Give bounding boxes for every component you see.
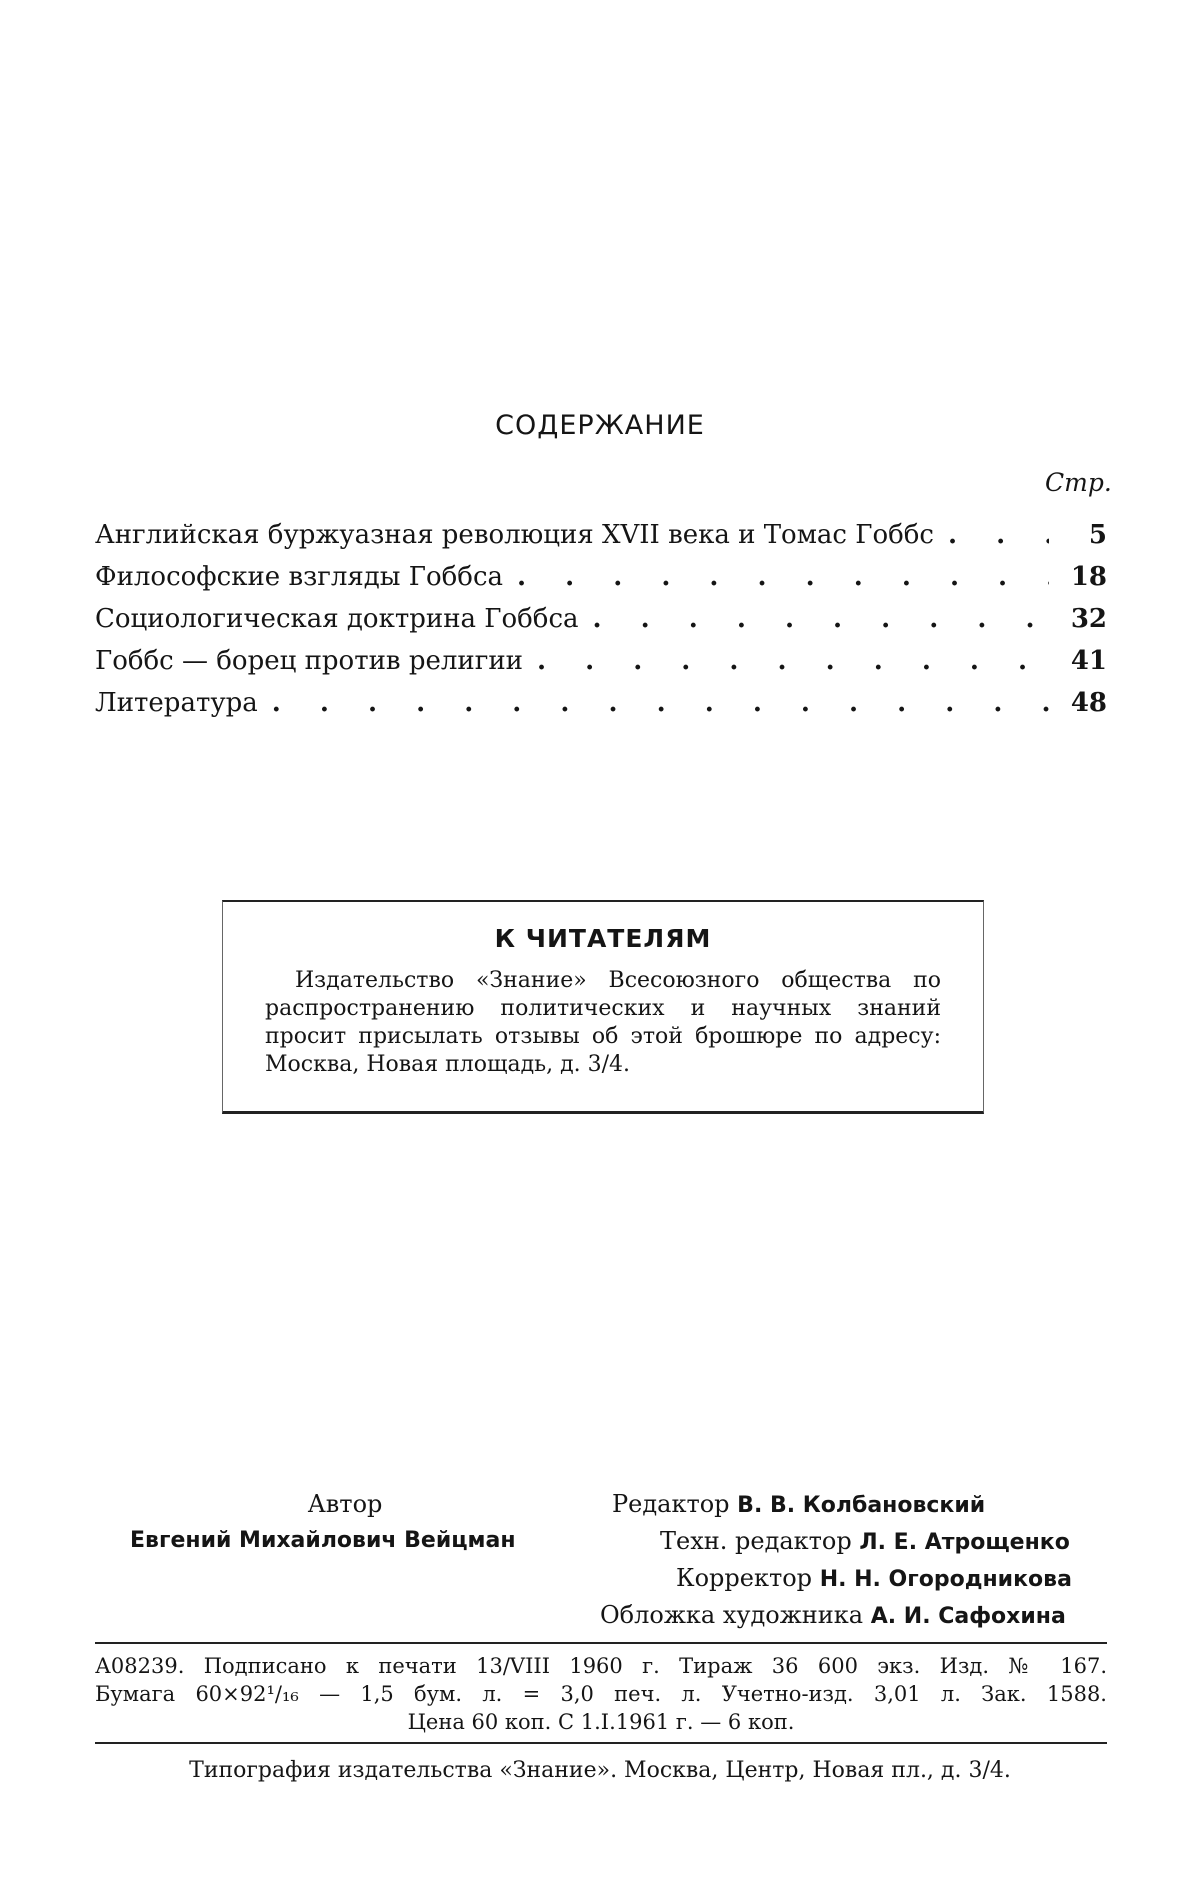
imprint-top-rule [95,1642,1107,1644]
toc-entry-title: Литература [95,688,258,718]
credit-name: Н. Н. Огородникова [819,1567,1072,1592]
table-of-contents [95,520,1107,730]
toc-entry[interactable] [95,562,1107,604]
credit-role: Техн. редактор [660,1527,852,1555]
reader-notice-text: Издательство «Знание» Всесоюзного общества по распространению политических и научных знаний просит присылать отзывы об этой брошюре по адресу: Москва, Новая площадь, д. 3/4. [265,968,941,1077]
toc-heading: СОДЕРЖАНИЕ [495,410,705,441]
toc-entry-page: 48 [1070,688,1107,718]
toc-leader-dots [593,604,1049,634]
toc-entry-title: Философские взгляды Гоббса [95,562,504,592]
toc-entry-page: 32 [1070,604,1107,634]
credit-role: Обложка художника [600,1601,864,1629]
toc-leader-dots [948,520,1049,550]
imprint-bottom-rule [95,1742,1107,1744]
toc-entry-title: Английская буржуазная революция XVII века и Томас Гоббс [95,520,934,550]
credit-tech-editor [600,1527,1105,1564]
toc-leader-dots [272,688,1049,718]
toc-entry-page: 5 [1088,520,1107,550]
credit-editor [600,1490,1105,1527]
imprint-line: А08239. Подписано к печати 13/VIII 1960 г. Тираж 36 600 экз. Изд. № 167. [95,1654,1107,1678]
toc-entry[interactable] [95,646,1107,688]
credit-name: Л. Е. Атрощенко [859,1530,1070,1555]
credit-role: Редактор [612,1490,730,1518]
imprint-line: Цена 60 коп. С 1.I.1961 г. — 6 коп. [407,1710,795,1734]
imprint-line: Бумага 60×92¹/₁₆ — 1,5 бум. л. = 3,0 печ. л. Учетно-изд. 3,01 л. Зак. 1588. [95,1682,1107,1706]
author-credit [130,1490,590,1553]
reader-notice-box [222,900,984,1114]
reader-notice-title: К ЧИТАТЕЛЯМ [494,924,712,953]
toc-leader-dots [517,562,1049,592]
author-name: Евгений Михайлович Вейцман [130,1528,516,1553]
toc-leader-dots [537,646,1049,676]
staff-credits [600,1490,1105,1638]
credit-name: А. И. Сафохина [870,1604,1066,1629]
credit-proofreader [600,1564,1105,1601]
printer-line: Типография издательства «Знание». Москва, Центр, Новая пл., д. 3/4. [189,1758,1011,1783]
toc-page-column-label: Стр. [1045,468,1112,497]
toc-entry-title: Социологическая доктрина Гоббса [95,604,579,634]
credit-cover-artist [600,1601,1105,1638]
toc-entry-page: 41 [1070,646,1107,676]
toc-entry-page: 18 [1070,562,1107,592]
toc-entry-title: Гоббс — борец против религии [95,646,523,676]
credit-name: В. В. Колбановский [737,1493,986,1518]
toc-entry[interactable] [95,520,1107,562]
author-role: Автор [307,1490,383,1518]
toc-entry[interactable] [95,604,1107,646]
toc-entry[interactable] [95,688,1107,730]
imprint [95,1652,1107,1736]
credit-role: Корректор [676,1564,813,1592]
